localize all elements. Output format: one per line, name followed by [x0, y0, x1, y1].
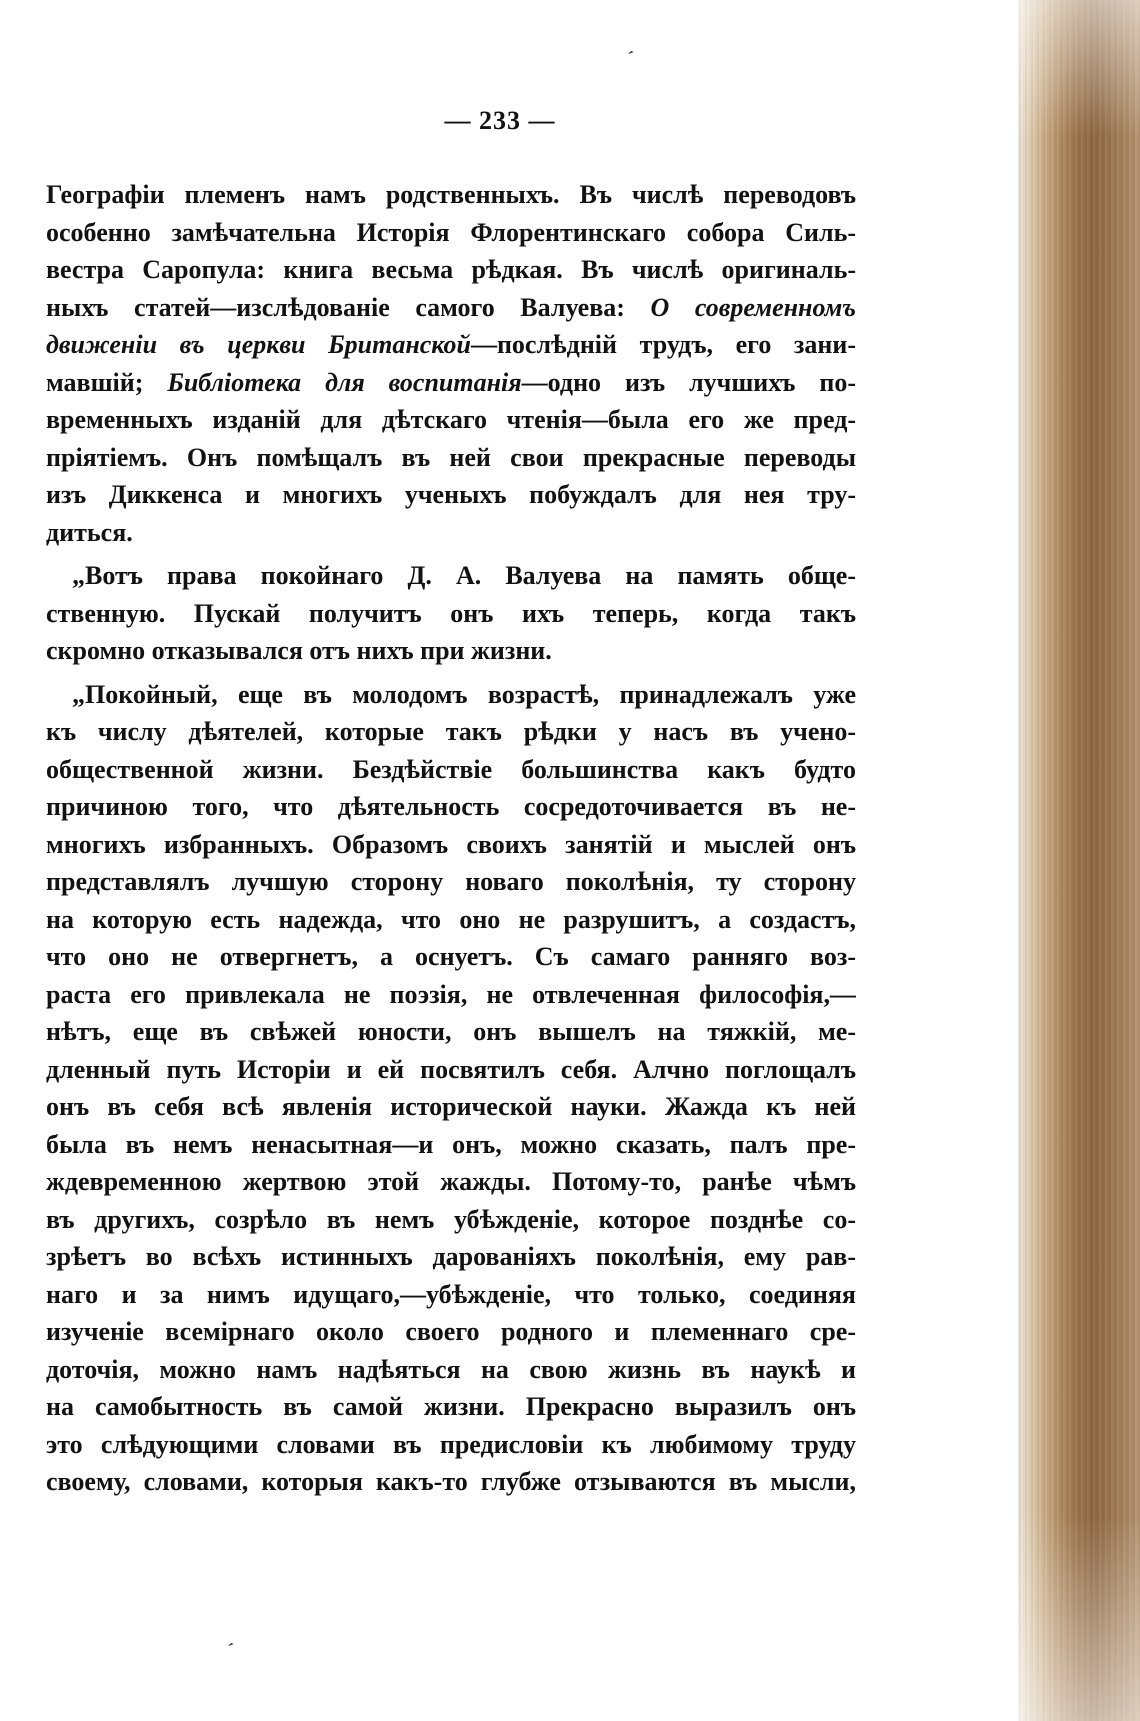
text-line: на которую есть надежда, что оно не разрушитъ, а создастъ,	[46, 904, 856, 934]
text-line: нѣтъ, еще въ свѣжей юности, онъ вышелъ на тяжкій, ме-	[46, 1017, 856, 1046]
text-line: своему, словами, которыя какъ-то глубже отзываются въ мысли,	[46, 1467, 856, 1496]
text-line: ственную. Пускай получитъ онъ ихъ теперь, когда такъ	[46, 598, 856, 628]
text-line: изученіе всемірнаго около своего родного и племеннаго сре-	[46, 1317, 856, 1346]
text-line: вестра Саропула: книга весьма рѣдкая. Въ числѣ оригиналь-	[46, 255, 856, 284]
text-line: дленный путь Исторіи и ей посвятилъ себя. Алчно поглощалъ	[46, 1054, 856, 1084]
text-line: изъ Диккенса и многихъ ученыхъ побуждалъ для нея тру-	[46, 480, 856, 509]
text-line: раста его привлекала не поэзія, не отвлеченная философія,—	[46, 979, 856, 1009]
text-line: зрѣетъ во всѣхъ истинныхъ дарованіяхъ поколѣнія, ему рав-	[46, 1242, 856, 1271]
text-line: доточія, можно намъ надѣяться на свою жизнь въ наукѣ и	[46, 1354, 856, 1384]
text-line: диться.	[46, 517, 133, 547]
page-number: — 233 —	[444, 106, 556, 135]
text-run: мавшій;	[46, 367, 168, 397]
text-run: —послѣдній трудъ, его зани-	[470, 330, 856, 359]
italic-title: движеніи въ церкви Британской	[46, 330, 471, 359]
text-line: что оно не отвергнетъ, а оснуетъ. Съ самаго ранняго воз-	[46, 942, 856, 971]
text-line	[46, 326, 856, 364]
text-line	[46, 364, 856, 402]
text-line: на самобытность въ самой жизни. Прекрасно выразилъ онъ	[46, 1392, 856, 1421]
text-line	[46, 289, 856, 327]
text-line: особенно замѣчательна Исторія Флорентинскаго собора Силь-	[46, 217, 856, 247]
book-page-edge-shade	[1018, 0, 1140, 1721]
text-line: „Вотъ права покойнаго Д. А. Валуева на память обще-	[72, 561, 856, 590]
text-line: Географіи племенъ намъ родственныхъ. Въ числѣ переводовъ	[46, 180, 856, 209]
ink-speck-top: ˊ	[621, 45, 637, 72]
paragraph-1	[46, 176, 856, 551]
text-run: —одно изъ лучшихъ по-	[521, 367, 856, 397]
paragraph-2	[46, 557, 856, 670]
text-line: многихъ избранныхъ. Образомъ своихъ занятій и мыслей онъ	[46, 829, 856, 859]
text-line: наго и за нимъ идущаго,—убѣжденіе, что только, соединяя	[46, 1279, 856, 1309]
body-text	[46, 176, 856, 1501]
text-line: представлялъ лучшую сторону новаго поколѣнія, ту сторону	[46, 867, 856, 896]
text-line: общественной жизни. Бездѣйствіе большинства какъ будто	[46, 754, 856, 784]
text-line: къ числу дѣятелей, которые такъ рѣдки у насъ въ учено-	[46, 717, 856, 746]
ink-speck-bottom: ˊ	[221, 1637, 237, 1664]
text-line: была въ немъ ненасытная—и онъ, можно сказать, палъ пре-	[46, 1129, 856, 1159]
text-line: онъ въ себя всѣ явленія исторической науки. Жажда къ ней	[46, 1092, 856, 1121]
text-line: „Покойный, еще въ молодомъ возрастѣ, принадлежалъ уже	[72, 679, 856, 709]
text-run: ныхъ статей—изслѣдованіе самого Валуева:	[46, 292, 651, 322]
text-line: въ другихъ, созрѣло въ немъ убѣжденіе, которое позднѣе со-	[46, 1204, 856, 1234]
text-line: скромно отказывался отъ нихъ при жизни.	[46, 636, 552, 665]
text-line: временныхъ изданій для дѣтскаго чтенія—была его же пред-	[46, 405, 856, 434]
italic-title: О современномъ	[650, 292, 856, 322]
text-line: пріятіемъ. Онъ помѣщалъ въ ней свои прекрасные переводы	[46, 442, 856, 472]
text-line: ждевременною жертвою этой жажды. Потому-то, ранѣе чѣмъ	[46, 1167, 856, 1196]
text-line: причиною того, что дѣятельность сосредоточивается въ не-	[46, 792, 856, 821]
italic-title: Библіотека для воспитанія	[167, 367, 522, 397]
paragraph-3	[46, 676, 856, 1501]
text-line: это слѣдующими словами въ предисловіи къ любимому труду	[46, 1429, 856, 1459]
